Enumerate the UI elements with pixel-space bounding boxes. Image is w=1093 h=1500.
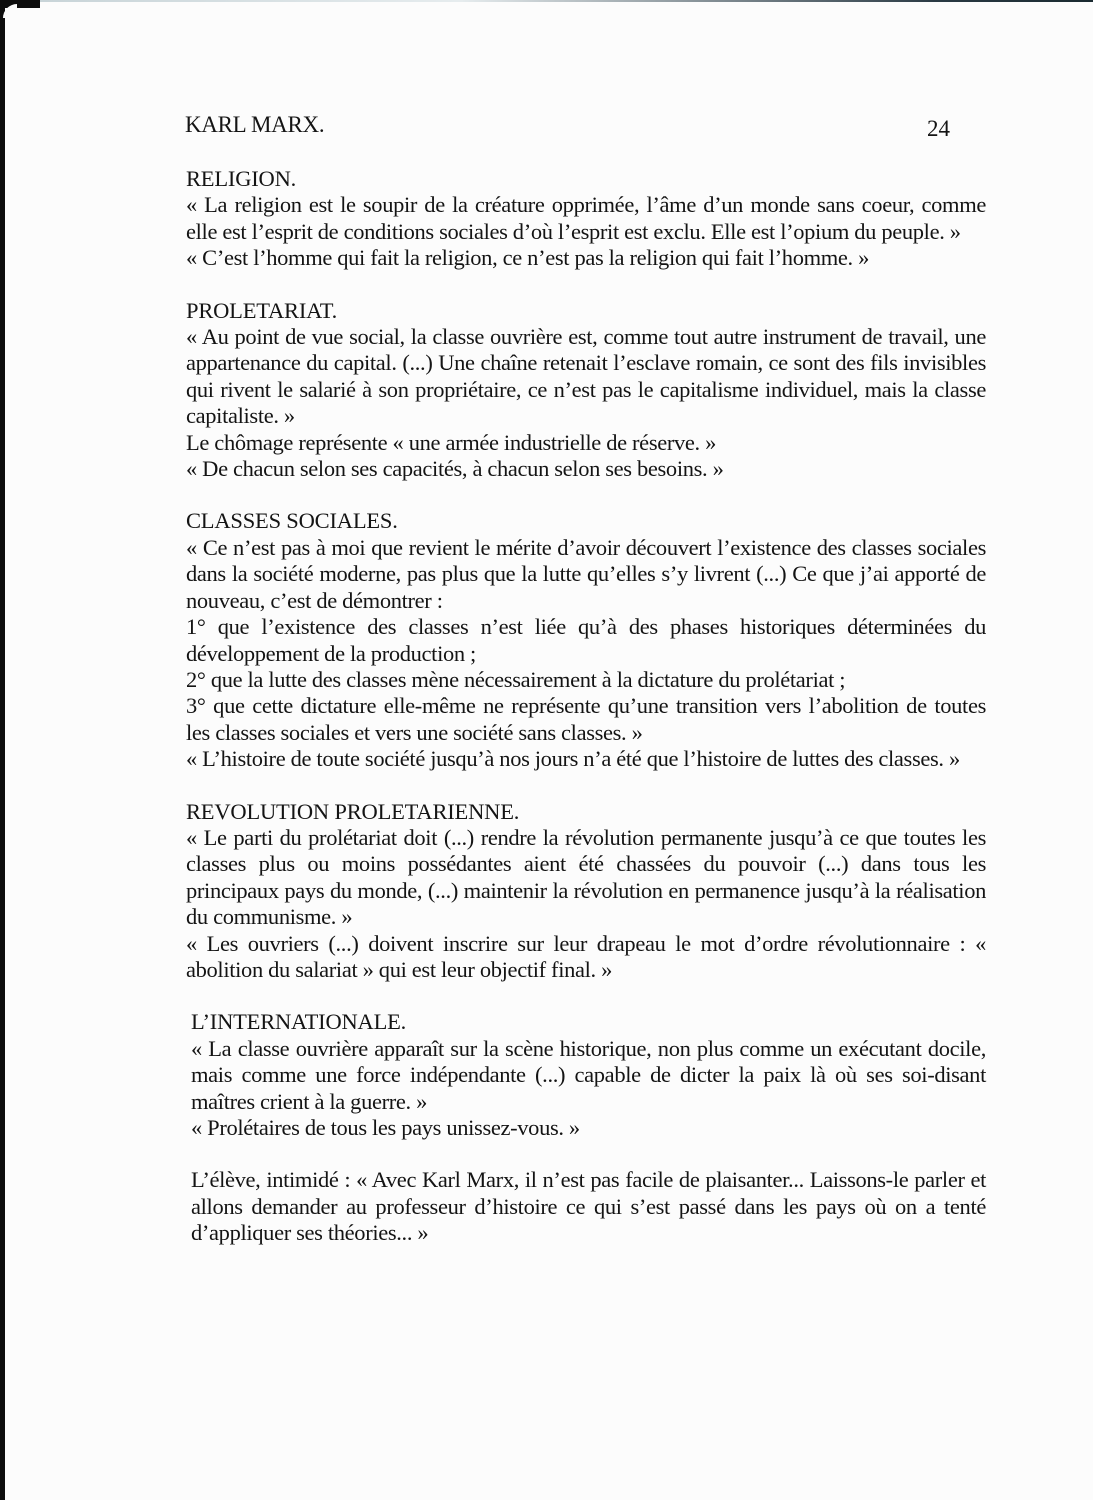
section-internationale <box>186 1009 986 1141</box>
page-header <box>185 112 950 142</box>
section-classes-sociales <box>186 508 986 772</box>
page-number: 24 <box>927 116 950 141</box>
quote-paragraph: « Prolétaires de tous les pays unissez-vous. » <box>191 1115 580 1140</box>
quote-paragraph: « C’est l’homme qui fait la religion, ce n’est pas la religion qui fait l’homme. » <box>186 245 869 271</box>
quote-paragraph: « La religion est le soupir de la créature opprimée, l’âme d’un monde sans coeur, comme elle est l’esprit de conditions sociales d’où l’esprit est exclu. Elle est l’opium du peuple. » <box>186 192 986 244</box>
section-heading: RELIGION. <box>186 166 297 191</box>
quote-paragraph: « La classe ouvrière apparaît sur la scène historique, non plus comme un exécutant docile, mais comme une force indépendante (...) capable de dicter la paix là où ses soi-disant maîtres crient à la guerre. » <box>191 1035 986 1114</box>
section-proletariat <box>186 298 986 483</box>
quote-paragraph: « Ce n’est pas à moi que revient le mérite d’avoir découvert l’existence des classes sociales dans la société moderne, pas plus que la lutte qu’elles s’y livrent (...) Ce que j’ai apporté de nouveau, c’est de démontrer : <box>186 534 986 613</box>
scan-border-left <box>0 0 5 1500</box>
quote-paragraph: Le chômage représente « une armée industrielle de réserve. » <box>186 429 716 455</box>
quote-paragraph: « L’histoire de toute société jusqu’à nos jours n’a été que l’histoire de luttes des classes. » <box>186 746 960 772</box>
section-heading: PROLETARIAT. <box>186 297 338 323</box>
list-item: 1° que l’existence des classes n’est liée qu’à des phases historiques déterminées du développement de la production ; <box>186 614 986 666</box>
section-conclusion <box>186 1167 986 1246</box>
scan-border-corner <box>0 0 40 8</box>
section-revolution-proletarienne <box>186 799 986 984</box>
quote-paragraph: « Au point de vue social, la classe ouvrière est, comme tout autre instrument de travail, une appartenance du capital. (...) Une chaîne retenait l’esclave romain, ce sont des fils invisibles qui rivent le salarié à son propriétaire, ce n’est pas le capitalisme individuel, mais la classe capitaliste. » <box>186 324 986 429</box>
section-heading: L’INTERNATIONALE. <box>191 1009 407 1035</box>
scan-border-top <box>40 0 1093 2</box>
list-item: 2° que la lutte des classes mène nécessairement à la dictature du prolétariat ; <box>186 666 846 692</box>
section-heading: CLASSES SOCIALES. <box>186 508 398 534</box>
section-heading: REVOLUTION PROLETARIENNE. <box>186 798 520 824</box>
running-title: KARL MARX. <box>185 112 325 137</box>
quote-paragraph: « Les ouvriers (...) doivent inscrire sur leur drapeau le mot d’ordre révolutionnaire : « abolition du salariat » qui est leur objectif final. » <box>186 930 986 982</box>
quote-paragraph: « De chacun selon ses capacités, à chacun selon ses besoins. » <box>186 456 724 482</box>
list-item: 3° que cette dictature elle-même ne représente qu’une transition vers l’abolition de toutes les classes sociales et vers une société sans classes. » <box>186 693 986 745</box>
conclusion-paragraph: L’élève, intimidé : « Avec Karl Marx, il n’est pas facile de plaisanter... Laissons-le parler et allons demander au professeur d’histoire ce qui s’est passé dans les pays où on a tenté d’appliquer ses théories... » <box>191 1167 986 1246</box>
page-body <box>186 166 986 1273</box>
quote-paragraph: « Le parti du prolétariat doit (...) rendre la révolution permanente jusqu’à ce que toutes les classes plus ou moins possédantes aient été chassées du pouvoir (...) dans tous les principaux pays du monde, (...) maintenir la révolution en permanence jusqu’à la réalisation du communisme. » <box>186 824 986 930</box>
section-religion <box>186 166 986 272</box>
